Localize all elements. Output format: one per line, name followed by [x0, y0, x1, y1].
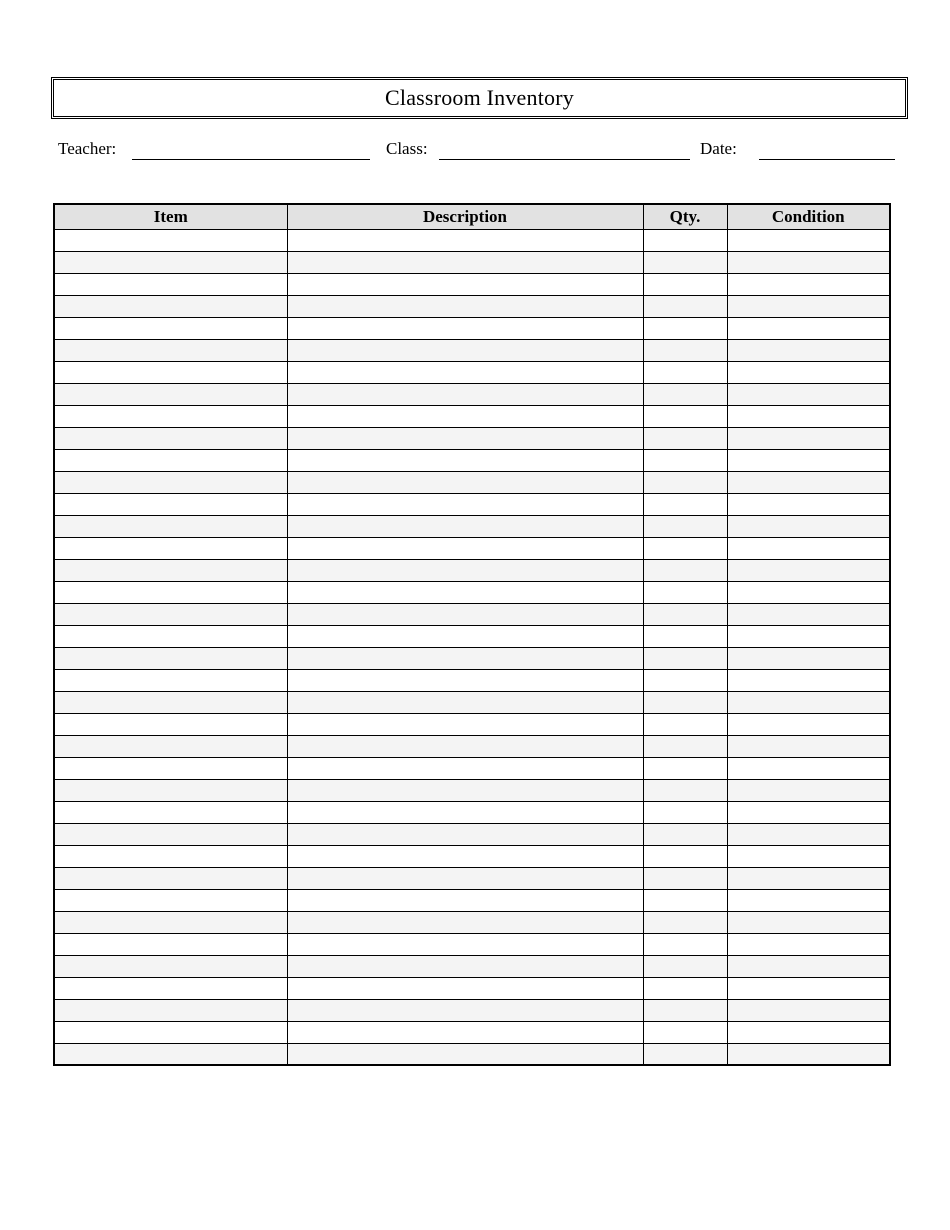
date-label: Date:	[700, 139, 737, 158]
table-row	[54, 537, 890, 559]
condition-cell[interactable]	[727, 361, 890, 383]
class-field[interactable]	[439, 159, 690, 160]
table-row	[54, 251, 890, 273]
condition-cell[interactable]	[727, 383, 890, 405]
item-cell[interactable]	[54, 405, 287, 427]
qty-cell[interactable]	[643, 933, 727, 955]
condition-cell[interactable]	[727, 1021, 890, 1043]
condition-cell[interactable]	[727, 493, 890, 515]
inventory-table	[53, 203, 891, 1066]
item-cell[interactable]	[54, 273, 287, 295]
item-cell[interactable]	[54, 867, 287, 889]
description-cell[interactable]	[287, 867, 643, 889]
table-row	[54, 361, 890, 383]
qty-cell[interactable]	[643, 757, 727, 779]
table-row	[54, 273, 890, 295]
description-cell[interactable]	[287, 713, 643, 735]
qty-cell[interactable]	[643, 581, 727, 603]
item-cell[interactable]	[54, 911, 287, 933]
description-cell[interactable]	[287, 559, 643, 581]
description-cell[interactable]	[287, 471, 643, 493]
description-cell[interactable]	[287, 955, 643, 977]
description-cell[interactable]	[287, 1021, 643, 1043]
table-row	[54, 823, 890, 845]
condition-cell[interactable]	[727, 999, 890, 1021]
condition-cell[interactable]	[727, 273, 890, 295]
description-cell[interactable]	[287, 1043, 643, 1065]
condition-cell[interactable]	[727, 515, 890, 537]
description-cell[interactable]	[287, 603, 643, 625]
description-cell[interactable]	[287, 889, 643, 911]
condition-cell[interactable]	[727, 427, 890, 449]
qty-cell[interactable]	[643, 845, 727, 867]
description-cell[interactable]	[287, 405, 643, 427]
qty-cell[interactable]	[643, 295, 727, 317]
item-cell[interactable]	[54, 647, 287, 669]
condition-cell[interactable]	[727, 295, 890, 317]
table-row	[54, 471, 890, 493]
qty-cell[interactable]	[643, 559, 727, 581]
table-row	[54, 229, 890, 251]
title-box	[51, 77, 908, 119]
item-cell[interactable]	[54, 603, 287, 625]
item-cell[interactable]	[54, 471, 287, 493]
item-cell[interactable]	[54, 339, 287, 361]
item-cell[interactable]	[54, 779, 287, 801]
item-cell[interactable]	[54, 581, 287, 603]
description-cell[interactable]	[287, 977, 643, 999]
teacher-label: Teacher:	[58, 139, 117, 158]
description-cell[interactable]	[287, 735, 643, 757]
description-cell[interactable]	[287, 801, 643, 823]
table-header-row	[54, 204, 890, 229]
table-row	[54, 845, 890, 867]
item-cell[interactable]	[54, 999, 287, 1021]
description-cell[interactable]	[287, 383, 643, 405]
qty-cell[interactable]	[643, 493, 727, 515]
qty-cell[interactable]	[643, 229, 727, 251]
qty-cell[interactable]	[643, 273, 727, 295]
table-row	[54, 625, 890, 647]
condition-cell[interactable]	[727, 647, 890, 669]
description-cell[interactable]	[287, 779, 643, 801]
description-cell[interactable]	[287, 823, 643, 845]
condition-cell[interactable]	[727, 251, 890, 273]
table-body	[54, 229, 890, 1065]
qty-cell[interactable]	[643, 537, 727, 559]
column-header-qty: Qty.	[643, 204, 727, 229]
item-cell[interactable]	[54, 933, 287, 955]
description-cell[interactable]	[287, 273, 643, 295]
qty-cell[interactable]	[643, 713, 727, 735]
item-cell[interactable]	[54, 889, 287, 911]
table-row	[54, 955, 890, 977]
item-cell[interactable]	[54, 515, 287, 537]
description-cell[interactable]	[287, 229, 643, 251]
item-cell[interactable]	[54, 823, 287, 845]
description-cell[interactable]	[287, 449, 643, 471]
qty-cell[interactable]	[643, 977, 727, 999]
condition-cell[interactable]	[727, 845, 890, 867]
qty-cell[interactable]	[643, 955, 727, 977]
description-cell[interactable]	[287, 669, 643, 691]
table-row	[54, 405, 890, 427]
table-row	[54, 1043, 890, 1065]
table-row	[54, 779, 890, 801]
item-cell[interactable]	[54, 383, 287, 405]
date-field[interactable]	[759, 159, 895, 160]
qty-cell[interactable]	[643, 449, 727, 471]
condition-cell[interactable]	[727, 317, 890, 339]
table-row	[54, 515, 890, 537]
table-row	[54, 449, 890, 471]
description-cell[interactable]	[287, 361, 643, 383]
item-cell[interactable]	[54, 757, 287, 779]
description-cell[interactable]	[287, 933, 643, 955]
table-row	[54, 911, 890, 933]
table-row	[54, 339, 890, 361]
condition-cell[interactable]	[727, 581, 890, 603]
page-title: Classroom Inventory	[385, 85, 574, 110]
description-cell[interactable]	[287, 295, 643, 317]
table-row	[54, 427, 890, 449]
description-cell[interactable]	[287, 625, 643, 647]
condition-cell[interactable]	[727, 867, 890, 889]
condition-cell[interactable]	[727, 449, 890, 471]
qty-cell[interactable]	[643, 779, 727, 801]
item-cell[interactable]	[54, 493, 287, 515]
description-cell[interactable]	[287, 317, 643, 339]
condition-cell[interactable]	[727, 559, 890, 581]
condition-cell[interactable]	[727, 977, 890, 999]
condition-cell[interactable]	[727, 779, 890, 801]
qty-cell[interactable]	[643, 339, 727, 361]
description-cell[interactable]	[287, 691, 643, 713]
item-cell[interactable]	[54, 559, 287, 581]
table-row	[54, 383, 890, 405]
item-cell[interactable]	[54, 361, 287, 383]
condition-cell[interactable]	[727, 757, 890, 779]
condition-cell[interactable]	[727, 691, 890, 713]
table-row	[54, 889, 890, 911]
description-cell[interactable]	[287, 339, 643, 361]
class-label: Class:	[386, 139, 428, 158]
item-cell[interactable]	[54, 295, 287, 317]
column-header-condition: Condition	[727, 204, 890, 229]
description-cell[interactable]	[287, 911, 643, 933]
table-row	[54, 669, 890, 691]
item-cell[interactable]	[54, 537, 287, 559]
table-row	[54, 581, 890, 603]
table-row	[54, 691, 890, 713]
condition-cell[interactable]	[727, 471, 890, 493]
item-cell[interactable]	[54, 801, 287, 823]
item-cell[interactable]	[54, 1043, 287, 1065]
item-cell[interactable]	[54, 251, 287, 273]
table-row	[54, 317, 890, 339]
qty-cell[interactable]	[643, 427, 727, 449]
table-row	[54, 801, 890, 823]
qty-cell[interactable]	[643, 383, 727, 405]
qty-cell[interactable]	[643, 647, 727, 669]
condition-cell[interactable]	[727, 669, 890, 691]
qty-cell[interactable]	[643, 823, 727, 845]
qty-cell[interactable]	[643, 691, 727, 713]
condition-cell[interactable]	[727, 911, 890, 933]
item-cell[interactable]	[54, 691, 287, 713]
table-row	[54, 603, 890, 625]
table-row	[54, 999, 890, 1021]
item-cell[interactable]	[54, 229, 287, 251]
table-row	[54, 295, 890, 317]
description-cell[interactable]	[287, 757, 643, 779]
item-cell[interactable]	[54, 625, 287, 647]
description-cell[interactable]	[287, 427, 643, 449]
condition-cell[interactable]	[727, 603, 890, 625]
condition-cell[interactable]	[727, 625, 890, 647]
qty-cell[interactable]	[643, 1043, 727, 1065]
qty-cell[interactable]	[643, 603, 727, 625]
column-header-description: Description	[287, 204, 643, 229]
table-row	[54, 647, 890, 669]
item-cell[interactable]	[54, 427, 287, 449]
qty-cell[interactable]	[643, 251, 727, 273]
description-cell[interactable]	[287, 581, 643, 603]
qty-cell[interactable]	[643, 1021, 727, 1043]
table-row	[54, 713, 890, 735]
condition-cell[interactable]	[727, 339, 890, 361]
qty-cell[interactable]	[643, 515, 727, 537]
table-row	[54, 977, 890, 999]
column-header-item: Item	[54, 204, 287, 229]
item-cell[interactable]	[54, 1021, 287, 1043]
item-cell[interactable]	[54, 669, 287, 691]
qty-cell[interactable]	[643, 471, 727, 493]
description-cell[interactable]	[287, 999, 643, 1021]
table-row	[54, 867, 890, 889]
condition-cell[interactable]	[727, 955, 890, 977]
item-cell[interactable]	[54, 317, 287, 339]
item-cell[interactable]	[54, 713, 287, 735]
table-row	[54, 559, 890, 581]
condition-cell[interactable]	[727, 823, 890, 845]
table-row	[54, 757, 890, 779]
qty-cell[interactable]	[643, 999, 727, 1021]
condition-cell[interactable]	[727, 405, 890, 427]
qty-cell[interactable]	[643, 867, 727, 889]
table-row	[54, 493, 890, 515]
condition-cell[interactable]	[727, 801, 890, 823]
qty-cell[interactable]	[643, 735, 727, 757]
condition-cell[interactable]	[727, 889, 890, 911]
item-cell[interactable]	[54, 735, 287, 757]
qty-cell[interactable]	[643, 801, 727, 823]
qty-cell[interactable]	[643, 625, 727, 647]
description-cell[interactable]	[287, 251, 643, 273]
qty-cell[interactable]	[643, 361, 727, 383]
condition-cell[interactable]	[727, 1043, 890, 1065]
table-row	[54, 735, 890, 757]
condition-cell[interactable]	[727, 229, 890, 251]
item-cell[interactable]	[54, 845, 287, 867]
qty-cell[interactable]	[643, 317, 727, 339]
table-row	[54, 933, 890, 955]
description-cell[interactable]	[287, 537, 643, 559]
description-cell[interactable]	[287, 647, 643, 669]
qty-cell[interactable]	[643, 669, 727, 691]
condition-cell[interactable]	[727, 537, 890, 559]
description-cell[interactable]	[287, 493, 643, 515]
condition-cell[interactable]	[727, 933, 890, 955]
item-cell[interactable]	[54, 449, 287, 471]
condition-cell[interactable]	[727, 735, 890, 757]
item-cell[interactable]	[54, 977, 287, 999]
table-row	[54, 1021, 890, 1043]
item-cell[interactable]	[54, 955, 287, 977]
description-cell[interactable]	[287, 845, 643, 867]
qty-cell[interactable]	[643, 405, 727, 427]
teacher-field[interactable]	[132, 159, 370, 160]
qty-cell[interactable]	[643, 889, 727, 911]
condition-cell[interactable]	[727, 713, 890, 735]
description-cell[interactable]	[287, 515, 643, 537]
qty-cell[interactable]	[643, 911, 727, 933]
